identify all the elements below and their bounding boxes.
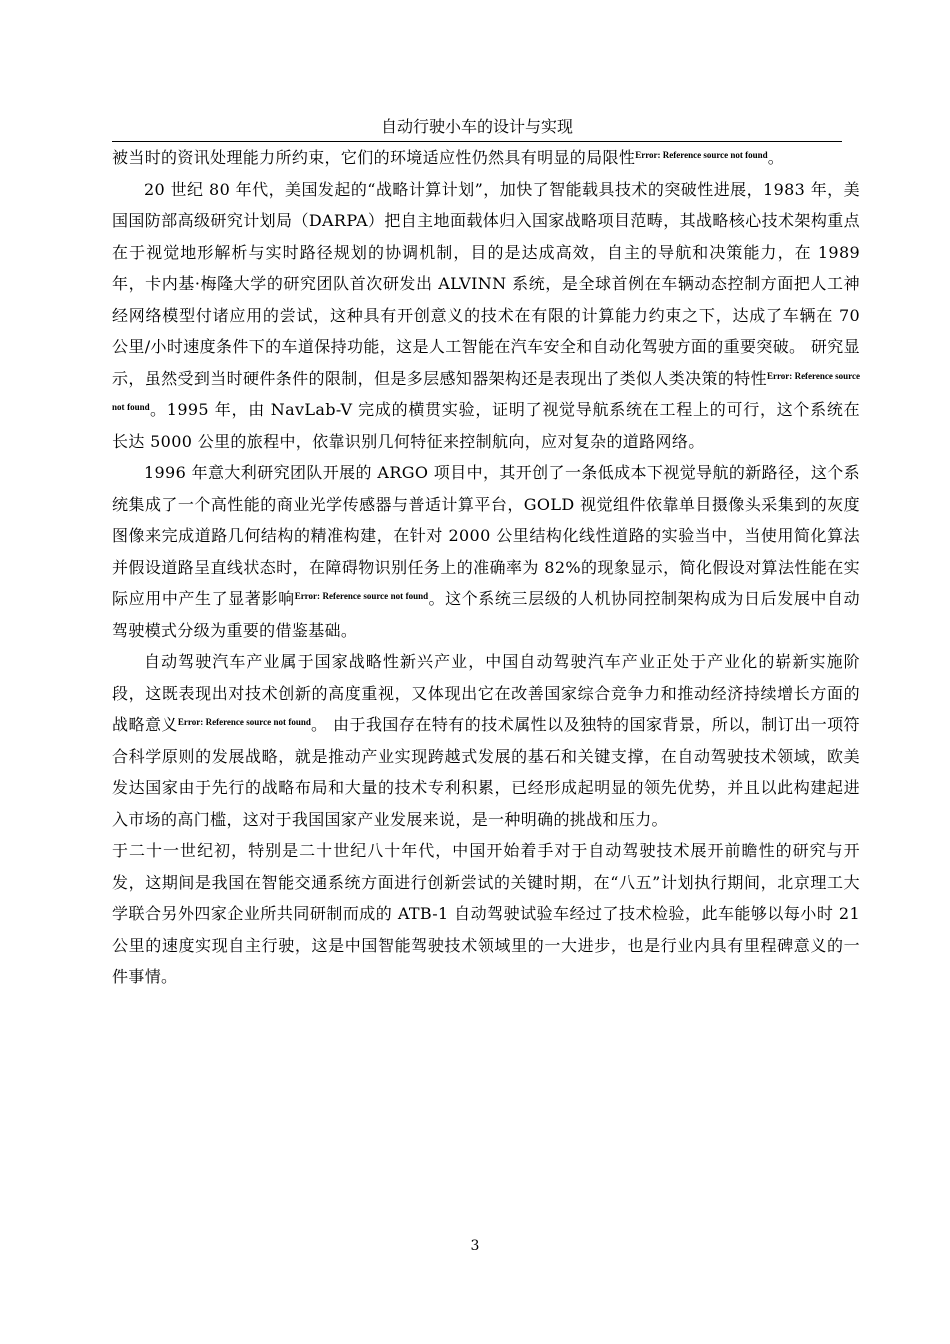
- reference-error-marker: Error: Reference source not found: [177, 717, 311, 727]
- paragraph-text: 1996 年意大利研究团队开展的 ARGO 项目中，其开创了一条低成本下视觉导航的新路径，这个系统集成了一个高性能的商业光学传感器与普适计算平台，GOLD 视觉组件依靠单目摄像头采集到的灰度图像来完成道路几何结构的精准构建，在针对 2000 公里结构化线性道路的实验当中，当使用简化算法并假设道路呈直线状态时，在障碍物识别任务上的准确率为 82%的现象显示，简化假设对算法性能在实际应用中产生了显著影响: [112, 463, 860, 608]
- paragraph: [112, 835, 860, 993]
- reference-error-marker: Error: Reference source not found: [112, 370, 860, 412]
- paragraph-text: 被当时的资讯处理能力所约束，它们的环境适应性仍然具有明显的局限性: [112, 148, 636, 167]
- paragraph-text: 于二十一世纪初，特别是二十世纪八十年代，中国开始着手对于自动驾驶技术展开前瞻性的研究与开发，这期间是我国在智能交通系统方面进行创新尝试的关键时期，在“八五”计划执行期间，北京理工大学联合另外四家企业所共同研制而成的 ATB-1 自动驾驶试验车经过了技术检验，此车能够以每小时 21 公里的速度实现自主行驶，这是中国智能驾驶技术领域里的一大进步，也是行业内具有里程碑意义的一件事情。: [112, 841, 860, 986]
- paragraph-text: 自动驾驶汽车产业属于国家战略性新兴产业，中国自动驾驶汽车产业正处于产业化的崭新实施阶段，这既表现出对技术创新的高度重视，又体现出它在改善国家综合竞争力和推动经济持续增长方面的战略意义: [112, 652, 860, 734]
- body-text: [112, 142, 860, 993]
- paragraph-text: 。: [767, 148, 785, 167]
- reference-error-marker: Error: Reference source not found: [294, 591, 429, 601]
- paragraph: [112, 174, 860, 458]
- paragraph-text: 20 世纪 80 年代，美国发起的“战略计算计划”，加快了智能载具技术的突破性进展，1983 年，美国国防部高级研究计划局（DARPA）把自主地面载体归入国家战略项目范畴，其战略核心技术架构重点在于视觉地形解析与实时路径规划的协调机制，目的是达成高效，自主的导航和决策能力，在 1989 年，卡内基·梅隆大学的研究团队首次研发出 ALVINN 系统，是全球首例在车辆动态控制方面把人工神经网络模型付诸应用的尝试，这种具有开创意义的技术在有限的计算能力约束之下，达成了车辆在 70 公里/小时速度条件下的车道保持功能，这是人工智能在汽车安全和自动化驾驶方面的重要突破。 研究显示，虽然受到当时硬件条件的限制，但是多层感知器架构还是表现出了类似人类决策的特性: [112, 179, 860, 388]
- paragraph: [112, 646, 860, 835]
- running-header: 自动行驶小车的设计与实现: [112, 117, 842, 142]
- paragraph: [112, 142, 860, 174]
- page-number: 3: [470, 1238, 480, 1254]
- paragraph-text: 。 由于我国存在特有的技术属性以及独特的国家背景，所以，制订出一项符合科学原则的发展战略，就是推动产业实现跨越式发展的基石和关键支撑，在自动驾驶技术领域，欧美发达国家由于先行的战略布局和大量的技术专利积累，已经形成起明显的领先优势，并且以此构建起进入市场的高门槛，这对于我国国家产业发展来说，是一种明确的挑战和压力。: [112, 715, 860, 829]
- paragraph-text: 。1995 年，由 NavLab-V 完成的横贯实验，证明了视觉导航系统在工程上的可行，这个系统在长达 5000 公里的旅程中，依靠识别几何特征来控制航向，应对复杂的道路网络。: [112, 400, 860, 451]
- paragraph-text: 。这个系统三层级的人机协同控制架构成为日后发展中自动驾驶模式分级为重要的借鉴基础。: [112, 589, 860, 640]
- paragraph: [112, 457, 860, 646]
- reference-error-marker: Error: Reference source not found: [635, 150, 768, 160]
